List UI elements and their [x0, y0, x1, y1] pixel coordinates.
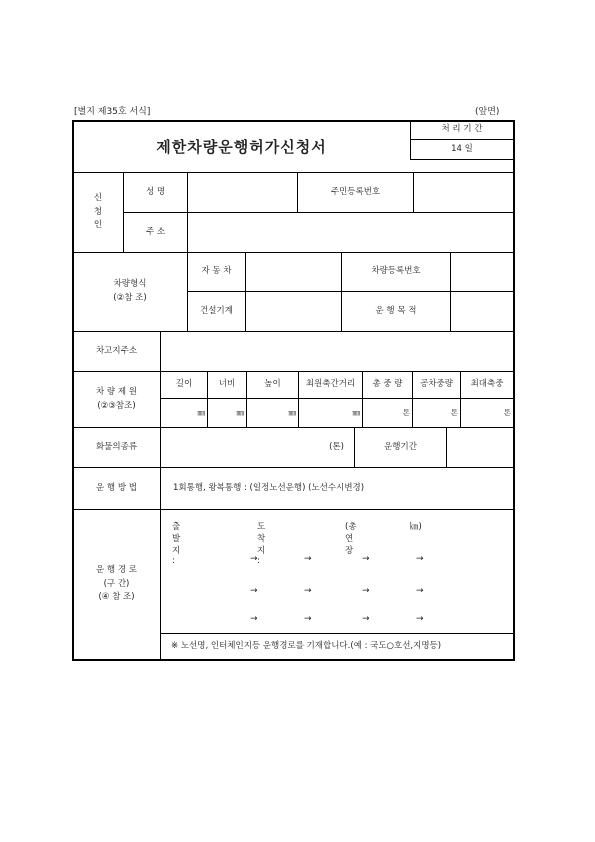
- arrow-icon: →: [416, 554, 424, 564]
- purpose-field[interactable]: [451, 292, 513, 331]
- total-length-unit: ㎞): [410, 522, 422, 532]
- spec-max-axle-load-header: 최대축중: [470, 379, 504, 390]
- total-length-label: (총연장: [345, 522, 357, 556]
- address-label: 주 소: [145, 226, 166, 237]
- spec-length-header: 길이: [175, 379, 193, 390]
- operation-method-options[interactable]: 1회통행, 왕복통행 : (일정노선운행) (노선수시변경): [173, 482, 365, 493]
- arrow-icon: →: [304, 614, 312, 624]
- spec-empty-weight-field[interactable]: 톤: [450, 408, 458, 417]
- form-number: [별지 제35호 서식]: [74, 107, 151, 117]
- name-field[interactable]: [188, 173, 297, 212]
- frame-right: [513, 120, 515, 661]
- destination-label: 도착지 :: [257, 522, 266, 566]
- cargo-type-field[interactable]: (톤): [329, 441, 344, 452]
- construction-machine-field[interactable]: [246, 292, 341, 331]
- route-label: 운 행 경 로 (구 간) (④ 참 조): [96, 565, 137, 603]
- spec-max-axle-load-field[interactable]: 톤: [503, 408, 511, 417]
- form-title: 제한차량운행허가신청서: [156, 137, 327, 156]
- spec-gross-weight-header: 총 중 량: [372, 379, 403, 390]
- spec-axle-distance-field[interactable]: ㎜: [352, 408, 360, 417]
- garage-address-label: 차고지주소: [95, 345, 138, 356]
- cargo-type-label: 화물의종류: [95, 441, 138, 452]
- processing-period-value: 14 일: [451, 143, 473, 154]
- arrow-icon: →: [250, 614, 258, 624]
- origin-label: 출발지 :: [172, 522, 181, 566]
- spec-height-header: 높이: [264, 379, 281, 390]
- arrow-icon: →: [362, 554, 370, 564]
- page-side: (앞면): [475, 107, 500, 117]
- car-field[interactable]: [246, 253, 341, 291]
- frame-bottom: [72, 659, 514, 661]
- spec-height-field[interactable]: ㎜: [288, 408, 296, 417]
- garage-address-field[interactable]: [161, 332, 513, 371]
- applicant-label: 신 청 인: [93, 193, 103, 231]
- arrow-icon: →: [304, 586, 312, 596]
- construction-machine-label: 건설기계: [200, 305, 233, 316]
- spec-width-header: 너비: [218, 379, 236, 390]
- spec-empty-weight-header: 공차중량: [420, 379, 453, 390]
- resident-number-field[interactable]: [414, 173, 513, 212]
- operation-period-label: 운행기간: [384, 441, 417, 452]
- arrow-icon: →: [416, 586, 424, 596]
- spec-width-field[interactable]: ㎜: [236, 408, 244, 417]
- arrow-icon: →: [362, 614, 370, 624]
- spec-gross-weight-field[interactable]: 톤: [402, 408, 410, 417]
- vehicle-type-label: 차량형식 (②참 조): [113, 279, 147, 303]
- arrow-icon: →: [250, 554, 258, 564]
- address-field[interactable]: [188, 213, 513, 252]
- route-note: ※ 노선명, 인터체인지등 운행경로를 기재합니다.(예 : 국도○호선,지명등): [171, 640, 442, 651]
- spec-axle-distance-header: 최원축간거리: [305, 379, 356, 390]
- vehicle-specs-label: 차 량 제 원 (②③참조): [96, 386, 137, 411]
- arrow-icon: →: [250, 586, 258, 596]
- registration-number-field[interactable]: [451, 253, 513, 291]
- operation-method-label: 운 행 방 법: [96, 482, 137, 493]
- name-label: 성 명: [145, 186, 166, 197]
- spec-length-field[interactable]: ㎜: [197, 408, 205, 417]
- resident-number-label: 주민등록번호: [330, 186, 381, 197]
- route-field[interactable]: [161, 510, 513, 633]
- car-label: 자 동 차: [201, 266, 232, 277]
- arrow-icon: →: [304, 554, 312, 564]
- processing-period-label: 처 리 기 간: [441, 124, 483, 135]
- arrow-icon: →: [362, 586, 370, 596]
- purpose-label: 운 행 목 적: [375, 305, 417, 316]
- operation-period-field[interactable]: [447, 428, 513, 467]
- registration-number-label: 차량등록번호: [371, 266, 421, 277]
- arrow-icon: →: [416, 614, 424, 624]
